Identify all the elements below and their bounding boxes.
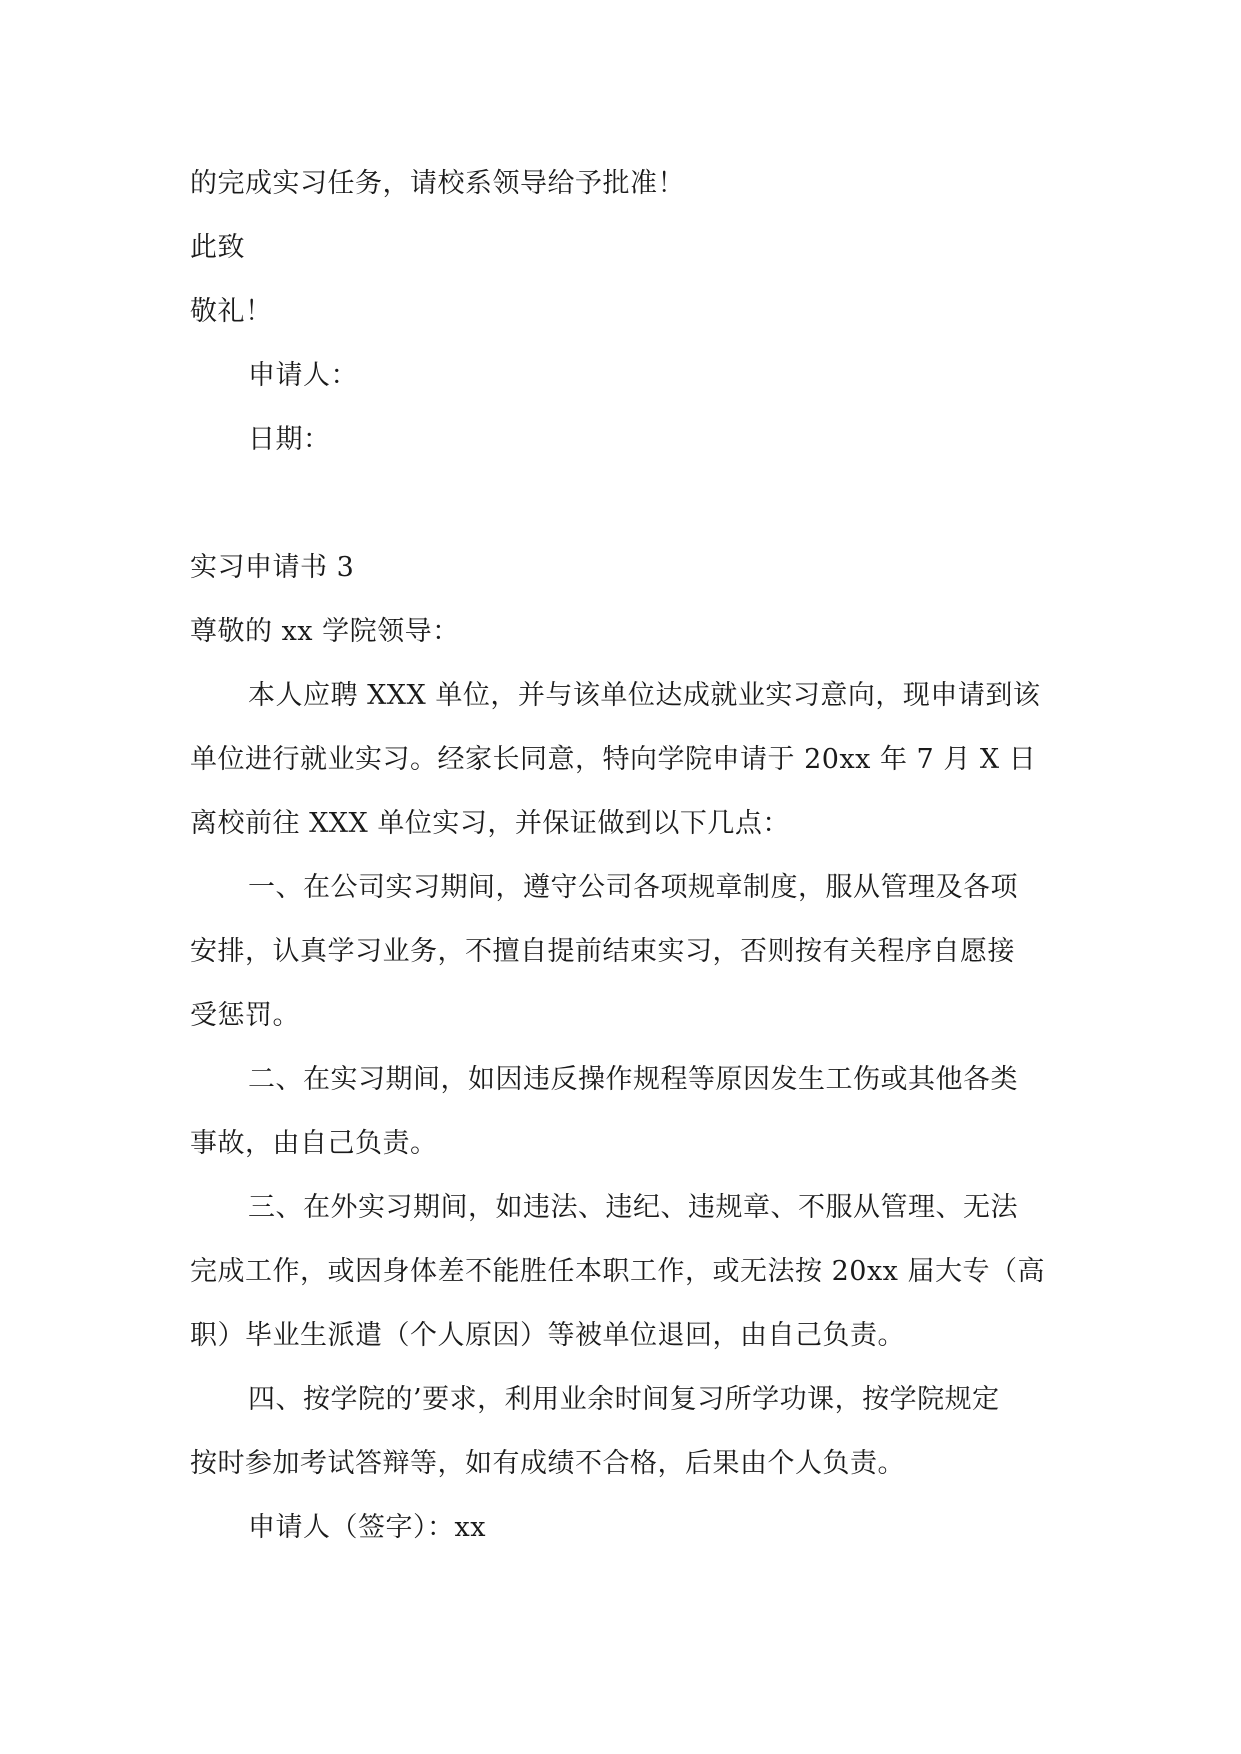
- applicant-label: 申请人：: [248, 360, 358, 391]
- text-line: 二、在实习期间，如因违反操作规程等原因发生工伤或其他各类: [248, 1064, 1018, 1095]
- salutation: 尊敬的 xx 学院领导：: [190, 616, 460, 647]
- text-line: 一、在公司实习期间，遵守公司各项规章制度，服从管理及各项: [248, 872, 1018, 903]
- text-line: 此致: [190, 232, 245, 263]
- text-line: 事故，由自己负责。: [190, 1128, 438, 1159]
- text-line: 单位进行就业实习。经家长同意，特向学院申请于 20xx 年 7 月 X 日: [190, 744, 1037, 775]
- signature-line: 申请人（签字）：xx: [248, 1512, 486, 1543]
- text-line: 本人应聘 XXX 单位，并与该单位达成就业实习意向，现申请到该: [248, 680, 1041, 711]
- date-label: 日期：: [248, 424, 331, 455]
- text-line: 职）毕业生派遣（个人原因）等被单位退回，由自己负责。: [190, 1320, 905, 1351]
- section-title: 实习申请书 3: [190, 552, 355, 583]
- text-line: 安排，认真学习业务，不擅自提前结束实习，否则按有关程序自愿接: [190, 936, 1015, 967]
- text-line: 四、按学院的’要求，利用业余时间复习所学功课，按学院规定: [248, 1384, 1000, 1415]
- text-line: 的完成实习任务，请校系领导给予批准！: [190, 168, 685, 199]
- text-line: 完成工作，或因身体差不能胜任本职工作，或无法按 20xx 届大专（高: [190, 1256, 1045, 1287]
- text-line: 三、在外实习期间，如违法、违纪、违规章、不服从管理、无法: [248, 1192, 1018, 1223]
- text-line: 受惩罚。: [190, 1000, 300, 1031]
- text-line: 敬礼！: [190, 296, 273, 327]
- text-line: 离校前往 XXX 单位实习，并保证做到以下几点：: [190, 808, 790, 839]
- text-line: 按时参加考试答辩等，如有成绩不合格，后果由个人负责。: [190, 1448, 905, 1479]
